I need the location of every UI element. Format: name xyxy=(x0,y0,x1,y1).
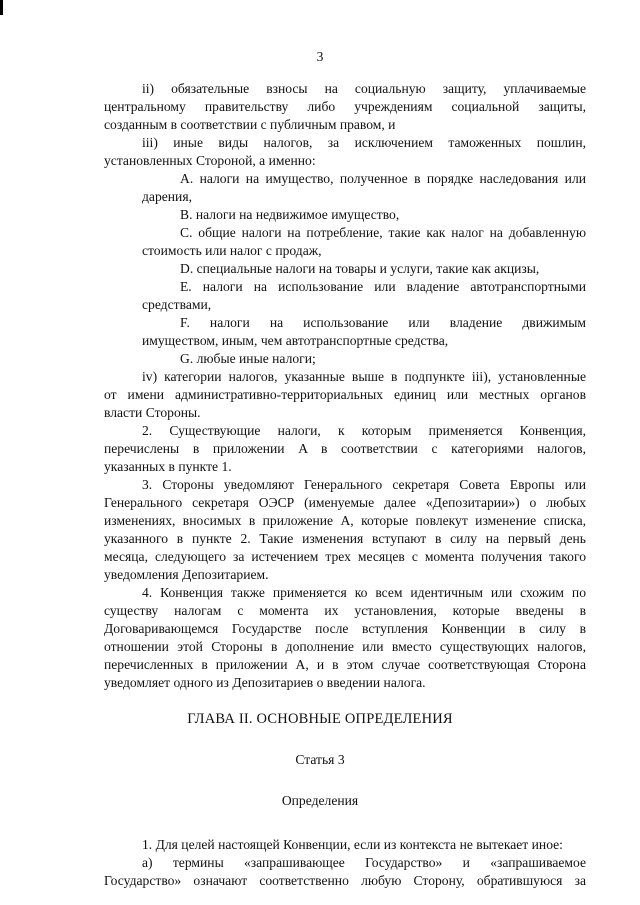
text-line: изменениях, вносимых в приложение A, которые повлекут изменение списка, xyxy=(104,513,586,528)
text-line: 2. Существующие налоги, к которым применяется Конвенция, xyxy=(142,423,586,438)
text-line: от имени административно-территориальных единиц или местных органов xyxy=(104,387,586,402)
page-number: 3 xyxy=(316,49,324,64)
text-line: a) термины «запрашивающее Государство» и «запрашиваемое xyxy=(142,855,586,870)
text-line: Договаривающемся Государстве после вступления Конвенции в силу в xyxy=(104,621,586,636)
text-line: iii) иные виды налогов, за исключением таможенных пошлин, xyxy=(142,135,586,150)
text-line: C. общие налоги на потребление, такие как налог на добавленную xyxy=(180,225,586,240)
text-line: отношении этой Стороны в дополнение или вместо существующих налогов, xyxy=(104,639,586,654)
text-line: перечисленных в приложении A, и в этом случае соответствующая Сторона xyxy=(104,657,586,672)
text-line: B. налоги на недвижимое имущество, xyxy=(180,207,400,222)
text-line: имуществом, иным, чем автотранспортные средства, xyxy=(142,333,449,348)
text-line: уведомления Депозитарием. xyxy=(104,567,269,582)
text-line: G. любые иные налоги; xyxy=(180,351,316,366)
text-line: Государство» означают соответственно любую Сторону, обратившуюся за xyxy=(104,873,586,888)
text-line: указанных в пункте 1. xyxy=(104,459,232,474)
text-line: созданным в соответствии с публичным правом, и xyxy=(104,117,396,132)
scan-edge xyxy=(0,0,3,15)
text-line: ii) обязательные взносы на социальную защиту, уплачиваемые xyxy=(142,81,586,96)
text-line: средствами, xyxy=(142,297,212,312)
text-line: существу налогам с момента их установления, которые введены в xyxy=(104,603,586,618)
text-line: уведомляет одного из Депозитариев о введении налога. xyxy=(104,675,426,690)
text-line: дарения, xyxy=(142,189,192,204)
article-subtitle: Определения xyxy=(281,793,359,808)
text-line: стоимость или налог с продаж, xyxy=(142,243,322,258)
chapter-title: ГЛАВА II. ОСНОВНЫЕ ОПРЕДЕЛЕНИЯ xyxy=(187,711,453,727)
text-line: установленных Стороной, а именно: xyxy=(104,153,316,168)
text-line: 1. Для целей настоящей Конвенции, если из контекста не вытекает иное: xyxy=(142,837,563,852)
text-line: F. налоги на использование или владение движимым xyxy=(180,315,586,330)
text-line: 3. Стороны уведомляют Генерального секретаря Совета Европы или xyxy=(142,477,586,492)
text-line: месяца, следующего за истечением трех месяцев с момента получения такого xyxy=(104,549,586,564)
article-title: Статья 3 xyxy=(295,752,345,767)
text-line: A. налоги на имущество, полученное в порядке наследования или xyxy=(180,171,586,186)
text-line: E. налоги на использование или владение автотранспортными xyxy=(180,279,586,294)
text-line: указанного в пункте 2. Такие изменения вступают в силу на первый день xyxy=(104,531,586,546)
text-line: власти Стороны. xyxy=(104,405,201,420)
text-line: D. специальные налоги на товары и услуги, такие как акцизы, xyxy=(180,261,540,276)
text-line: перечислены в приложении A в соответствии с категориями налогов, xyxy=(104,441,586,456)
text-line: 4. Конвенция также применяется ко всем идентичным или схожим по xyxy=(142,585,586,600)
text-line: iv) категории налогов, указанные выше в подпункте iii), установленные xyxy=(142,369,586,384)
text-line: центральному правительству либо учреждениям социальной защиты, xyxy=(104,99,586,114)
text-line: Генерального секретаря ОЭСР (именуемые далее «Депозитарии») о любых xyxy=(104,495,586,510)
